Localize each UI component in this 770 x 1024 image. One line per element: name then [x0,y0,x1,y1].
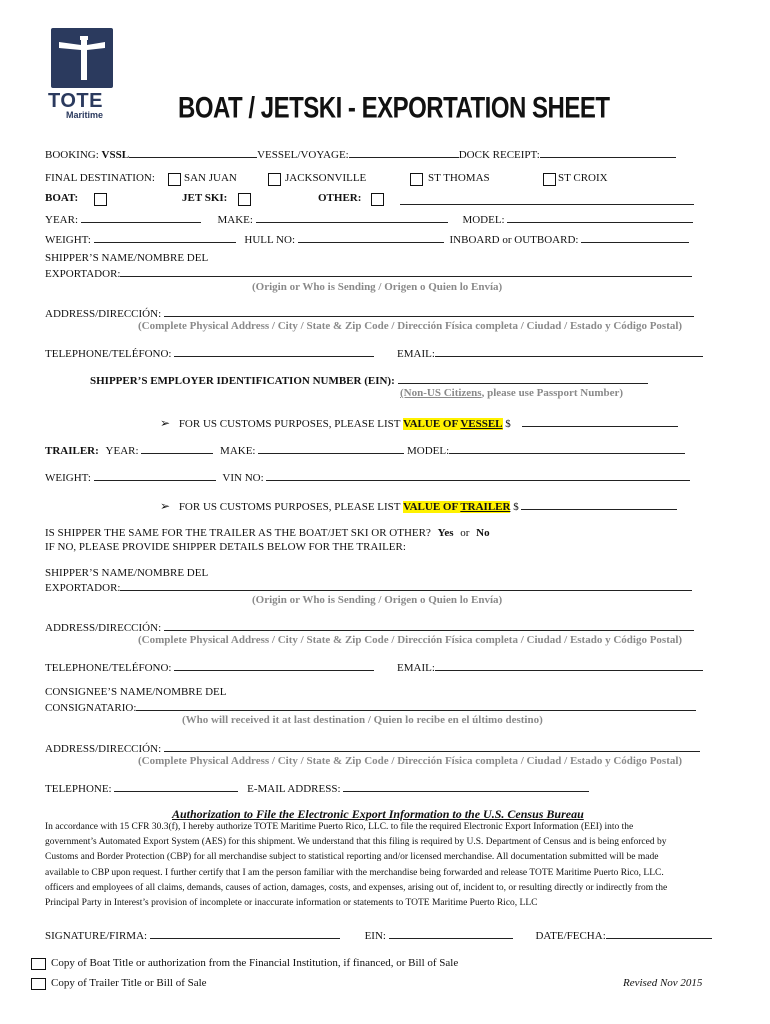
authorization-line: In accordance with 15 CFR 30.3(f), I hereby authorize TOTE Maritime Puerto Rico, LLC. to file the required Electronic Export Information (EEI) into the [45,822,634,832]
trailer-shipper-hint: (Origin or Who is Sending / Origen o Quien lo Envía) [252,594,503,606]
shipper-phone-label: TELEPHONE/TELÉFONO: [45,348,172,360]
shipper-name-label-1: SHIPPER’S NAME/NOMBRE DEL [45,252,209,264]
trailer-row [45,443,685,457]
vessel-value-field[interactable] [522,416,678,427]
signature-row [45,928,712,942]
trailer-value-hl-b: TRAILER [460,501,511,513]
option-san-juan: SAN JUAN [184,172,237,184]
consignee-address-field[interactable] [164,741,700,752]
inboard-label: INBOARD or OUTBOARD: [449,234,579,246]
year-field[interactable] [81,212,201,223]
ein-hint-a: (Non-US Citizens [400,387,482,399]
checkbox-st-croix[interactable] [543,173,556,186]
page-title: BOAT / JETSKI - EXPORTATION SHEET [178,91,610,125]
trailer-email-row [397,660,703,674]
authorization-line: government’s Automated Export System (AES) for this shipment. We understand that this filing is required by U.S. Department of Census and is being enforced by [45,837,667,848]
shipper-name-label-2: EXPORTADOR: [45,268,121,280]
date-field[interactable] [606,928,712,939]
consignee-label-1: CONSIGNEE’S NAME/NOMBRE DEL [45,686,227,698]
year-make-model-row [45,212,693,226]
ein-label: SHIPPER’S EMPLOYER IDENTIFICATION NUMBER (EIN): [90,375,395,387]
boat-label: BOAT: [45,192,79,204]
booking-field[interactable] [129,147,257,158]
logo-wordmark: TOTE [48,90,103,112]
other-label: OTHER: [318,192,362,204]
trailer-model-label: MODEL: [407,445,450,457]
model-label: MODEL: [462,214,505,226]
logo-subtitle: Maritime [66,110,104,120]
consignee-email-label: E-MAIL ADDRESS: [247,783,341,795]
booking-value: VSSL [101,149,130,161]
weight-field[interactable] [94,232,236,243]
make-field[interactable] [256,212,448,223]
ein-hint-b: , please use Passport Number) [481,387,624,399]
weight-hull-row [45,232,689,246]
dock-receipt-field[interactable] [540,147,676,158]
arrow-icon: ➢ [160,499,171,513]
signature-label: SIGNATURE/FIRMA: [45,930,148,942]
ein-field[interactable] [398,373,648,384]
other-field[interactable] [400,194,694,205]
consignee-address-label: ADDRESS/DIRECCIÓN: [45,743,162,755]
consignee-phone-field[interactable] [114,781,238,792]
consignee-phone-label: TELEPHONE: [45,783,112,795]
shipper-email-field[interactable] [435,346,703,357]
logo-mark [51,28,113,88]
trailer-shipper-label-1: SHIPPER’S NAME/NOMBRE DEL [45,567,209,579]
consignee-label-2: CONSIGNATARIO: [45,702,137,714]
voyage-label: VESSEL/VOYAGE: [257,149,349,161]
checkbox-jetski[interactable] [238,193,251,206]
trailer-shipper-label-2: EXPORTADOR: [45,582,121,594]
trailer-email-label: EMAIL: [397,662,435,674]
trailer-phone-label: TELEPHONE/TELÉFONO: [45,662,172,674]
model-field[interactable] [507,212,693,223]
vessel-dollar: $ [505,418,511,430]
same-shipper-yes[interactable]: Yes [437,527,454,539]
trailer-weight-label: WEIGHT: [45,472,91,484]
checkbox-jacksonville[interactable] [268,173,281,186]
trailer-address-row [45,620,694,634]
hull-label: HULL NO: [244,234,296,246]
trailer-address-field[interactable] [164,620,694,631]
booking-label: BOOKING: [45,149,99,161]
same-shipper-q1: IS SHIPPER THE SAME FOR THE TRAILER AS THE BOAT/JET SKI OR OTHER? [45,527,431,539]
trailer-shipper-field[interactable] [120,580,692,591]
trailer-weight-row [45,470,690,484]
ein-hint [400,387,623,399]
option-st-thomas: ST THOMAS [428,172,490,184]
date-label: DATE/FECHA: [535,930,606,942]
shipper-email-row [397,346,703,360]
shipper-phone-field[interactable] [174,346,374,357]
trailer-model-field[interactable] [449,443,685,454]
revised-date: Revised Nov 2015 [623,977,703,989]
vessel-value-row [160,416,678,431]
trailer-value-field[interactable] [521,499,677,510]
consignee-field[interactable] [136,700,696,711]
authorization-line: available to CBP upon request. I further certify that I am the person familiar with the merchandise being forwarded and release TOTE Maritime Puerto Rico, LLC. [45,867,664,878]
trailer-label: TRAILER: [45,445,99,457]
year-label: YEAR: [45,214,78,226]
shipper-name-field[interactable] [120,266,692,277]
vessel-value-text: FOR US CUSTOMS PURPOSES, PLEASE LIST [178,418,401,430]
dock-receipt-label: DOCK RECEIPT: [458,149,540,161]
make-label: MAKE: [217,214,253,226]
trailer-year-field[interactable] [141,443,213,454]
same-shipper-question [45,527,490,539]
vessel-value-hl-a: VALUE OF [403,418,461,430]
voyage-field[interactable] [349,147,459,158]
same-shipper-no[interactable]: No [476,527,490,539]
trailer-phone-row [45,660,374,674]
booking-row [45,147,676,161]
totem-icon [51,28,113,88]
sig-ein-label: EIN: [364,930,386,942]
authorization-line: officers and employees of all claims, demands, causes of action, damages, costs, and expenses, arising out of, incident to, or resulting directly or indirectly from the [45,882,668,893]
trailer-value-row [160,499,677,514]
weight-label: WEIGHT: [45,234,91,246]
trailer-make-label: MAKE: [220,445,256,457]
shipper-name-row [45,266,692,280]
arrow-icon: ➢ [160,416,171,430]
authorization-line: Customs and Border Protection (CBP) for all merchandise subject to statistical reporting and/or licensed merchandise. All documentation submitted will be made [45,852,659,863]
option-st-croix: ST CROIX [558,172,608,184]
vessel-value-highlight [403,418,502,430]
consignee-row [45,700,696,714]
consignee-address-row [45,741,700,755]
trailer-address-hint: (Complete Physical Address / City / State & Zip Code / Dirección Física completa / Ciudad / Estado y Código Postal) [138,634,683,646]
trailer-email-field[interactable] [435,660,703,671]
shipper-address-label: ADDRESS/DIRECCIÓN: [45,308,162,320]
authorization-title: Authorization to File the Electronic Export Information to the U.S. Census Bureau [172,807,584,821]
shipper-address-row [45,306,694,320]
trailer-address-label: ADDRESS/DIRECCIÓN: [45,622,162,634]
sig-ein-field[interactable] [389,928,513,939]
hull-field[interactable] [298,232,444,243]
destination-label: FINAL DESTINATION: [45,172,155,184]
ein-row [90,373,648,387]
jetski-label: JET SKI: [182,192,228,204]
trailer-shipper-row [45,580,692,594]
same-shipper-or: or [460,527,470,539]
shipper-address-field[interactable] [164,306,694,317]
checkbox-other[interactable] [371,193,384,206]
consignee-address-hint: (Complete Physical Address / City / State & Zip Code / Dirección Física completa / Ciudad / Estado y Código Postal) [138,755,683,767]
checklist-boat-title: Copy of Boat Title or authorization from the Financial Institution, if financed, or Bill of Sale [51,957,459,969]
trailer-dollar: $ [513,501,519,513]
option-jacksonville: JACKSONVILLE [285,172,367,184]
checkbox-boat-title[interactable] [31,958,46,970]
checkbox-san-juan[interactable] [168,173,181,186]
trailer-vin-field[interactable] [266,470,690,481]
authorization-line: Principal Party in Interest’s provision of incomplete or inaccurate information or statements to TOTE Maritime Puerto Rico, LLC [45,898,538,909]
checkbox-boat[interactable] [94,193,107,206]
trailer-phone-field[interactable] [174,660,374,671]
shipper-email-label: EMAIL: [397,348,435,360]
trailer-weight-field[interactable] [94,470,216,481]
consignee-hint: (Who will received it at last destination / Quien lo recibe en el último destino) [182,714,543,726]
inboard-field[interactable] [581,232,689,243]
vessel-value-hl-b: VESSEL [460,418,503,430]
same-shipper-q2: IF NO, PLEASE PROVIDE SHIPPER DETAILS BELOW FOR THE TRAILER: [45,541,406,553]
shipper-name-hint: (Origin or Who is Sending / Origen o Quien lo Envía) [252,281,503,293]
trailer-make-field[interactable] [258,443,404,454]
shipper-address-hint: (Complete Physical Address / City / State & Zip Code / Dirección Física completa / Ciudad / Estado y Código Postal) [138,320,683,332]
trailer-vin-label: VIN NO: [222,472,264,484]
trailer-value-hl-a: VALUE OF [403,501,461,513]
signature-field[interactable] [150,928,340,939]
checklist-trailer-title: Copy of Trailer Title or Bill of Sale [51,977,207,989]
authorization-text [45,820,667,911]
checkbox-trailer-title[interactable] [31,978,46,990]
checkbox-st-thomas[interactable] [410,173,423,186]
trailer-year-label: YEAR: [105,445,139,457]
trailer-value-text: FOR US CUSTOMS PURPOSES, PLEASE LIST [178,501,401,513]
shipper-phone-row [45,346,374,360]
trailer-value-highlight [403,501,510,513]
consignee-email-field[interactable] [343,781,589,792]
consignee-phone-row [45,781,589,795]
